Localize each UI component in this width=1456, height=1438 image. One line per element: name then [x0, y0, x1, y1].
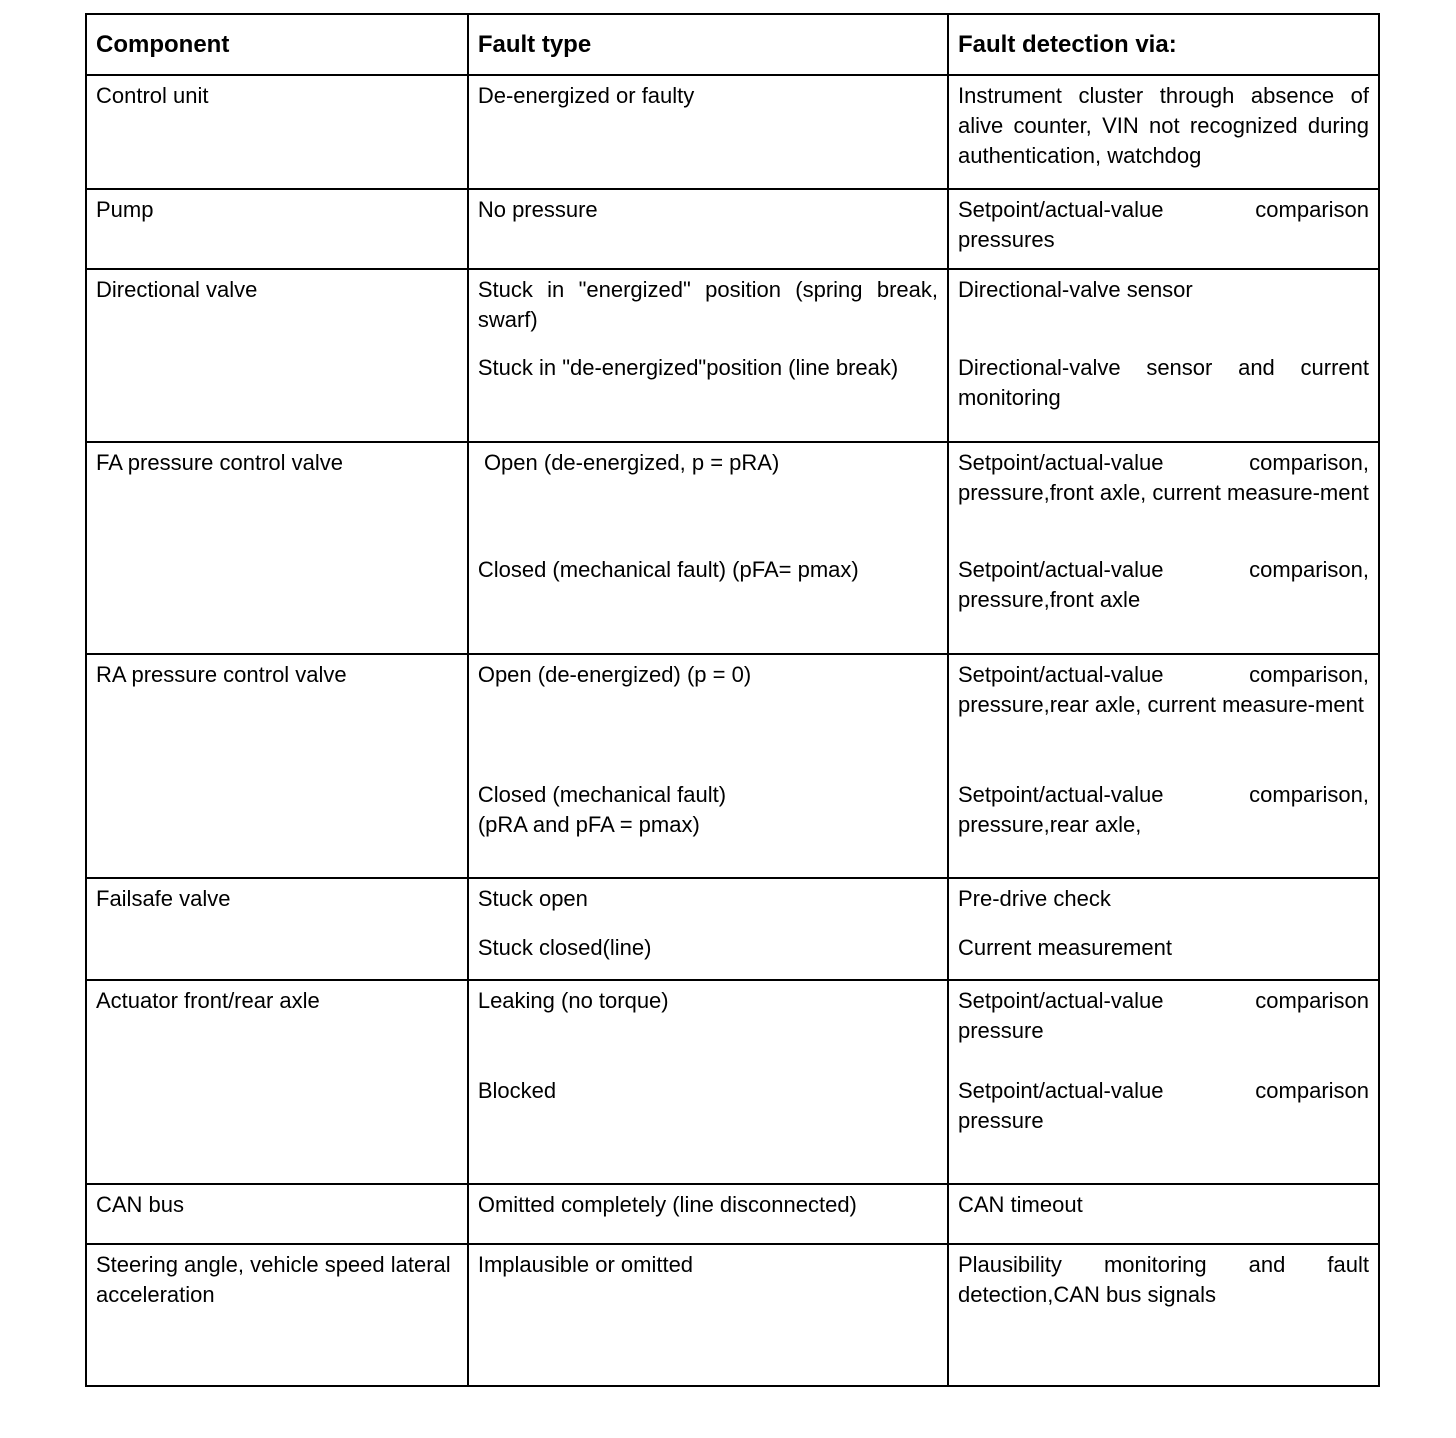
fault-text: De-energized or faulty: [477, 83, 695, 108]
detection-text: Pre-drive check: [957, 886, 1111, 911]
fault-text: Stuck open: [477, 886, 588, 911]
table-row: [86, 878, 1379, 980]
fault-text: No pressure: [477, 197, 598, 222]
fault-text: Stuck closed(line): [477, 935, 652, 960]
fault-cell: [468, 878, 948, 980]
component-cell: CAN bus: [86, 1184, 468, 1244]
detection-text: Setpoint/actual-value comparison pressures: [957, 197, 1369, 252]
fault-text: Stuck in "energized" position (spring break, swarf): [477, 277, 938, 332]
detection-cell: [948, 1244, 1379, 1386]
fault-text: Closed (mechanical fault) (pRA and pFA = pmax): [477, 782, 727, 837]
fault-cell: [468, 442, 948, 654]
table-row: [86, 980, 1379, 1184]
detection-cell: [948, 189, 1379, 269]
fault-cell: [468, 1244, 948, 1386]
detection-cell: [948, 654, 1379, 878]
fault-text: Omitted completely (line disconnected): [477, 1192, 857, 1217]
component-cell: Pump: [86, 189, 468, 269]
fault-cell: [468, 654, 948, 878]
detection-text: Setpoint/actual-value comparison, pressure,rear axle, current measure-ment: [957, 662, 1369, 717]
component-cell: FA pressure control valve: [86, 442, 468, 654]
detection-text: Setpoint/actual-value comparison pressure: [957, 988, 1369, 1043]
detection-text: Instrument cluster through absence of alive counter, VIN not recognized during authentication, watchdog: [957, 83, 1369, 168]
detection-text: Plausibility monitoring and fault detection,CAN bus signals: [957, 1252, 1369, 1307]
table-row: [86, 269, 1379, 442]
table-row: [86, 442, 1379, 654]
detection-cell: [948, 1184, 1379, 1244]
header-component: Component: [86, 14, 468, 75]
header-fault-type: Fault type: [468, 14, 948, 75]
fault-cell: [468, 980, 948, 1184]
fault-text: Blocked: [477, 1078, 557, 1103]
detection-text: Directional-valve sensor: [957, 277, 1193, 302]
fault-text: Leaking (no torque): [477, 988, 669, 1013]
detection-cell: [948, 878, 1379, 980]
fault-text: Stuck in "de-energized"position (line break): [477, 355, 899, 380]
fault-cell: [468, 269, 948, 442]
detection-text: Setpoint/actual-value comparison, pressure,front axle, current measure-ment: [957, 450, 1369, 505]
fault-cell: [468, 75, 948, 189]
detection-text: Directional-valve sensor and current monitoring: [957, 355, 1369, 410]
detection-text: Setpoint/actual-value comparison pressure: [957, 1078, 1369, 1133]
table-row: [86, 654, 1379, 878]
detection-cell: [948, 269, 1379, 442]
header-detection: Fault detection via:: [948, 14, 1379, 75]
fault-text: Closed (mechanical fault) (pFA= pmax): [477, 557, 859, 582]
detection-text: Setpoint/actual-value comparison, pressure,front axle: [957, 557, 1369, 612]
component-cell: Directional valve: [86, 269, 468, 442]
detection-text: Setpoint/actual-value comparison, pressure,rear axle,: [957, 782, 1369, 837]
detection-cell: [948, 75, 1379, 189]
header-row: [86, 14, 1379, 75]
component-cell: Steering angle, vehicle speed lateral acceleration: [86, 1244, 468, 1386]
fault-text: Open (de-energized) (p = 0): [477, 662, 752, 687]
fault-cell: [468, 1184, 948, 1244]
fault-text: Implausible or omitted: [477, 1252, 694, 1277]
fault-table: [85, 13, 1380, 1387]
detection-text: Current measurement: [957, 935, 1172, 960]
table-row: [86, 189, 1379, 269]
component-cell: Control unit: [86, 75, 468, 189]
detection-text: CAN timeout: [957, 1192, 1083, 1217]
detection-cell: [948, 442, 1379, 654]
component-cell: RA pressure control valve: [86, 654, 468, 878]
detection-cell: [948, 980, 1379, 1184]
component-cell: Failsafe valve: [86, 878, 468, 980]
table-row: [86, 1184, 1379, 1244]
table-row: [86, 1244, 1379, 1386]
fault-text: Open (de-energized, p = pRA): [477, 450, 780, 475]
fault-cell: [468, 189, 948, 269]
table-row: [86, 75, 1379, 189]
component-cell: Actuator front/rear axle: [86, 980, 468, 1184]
